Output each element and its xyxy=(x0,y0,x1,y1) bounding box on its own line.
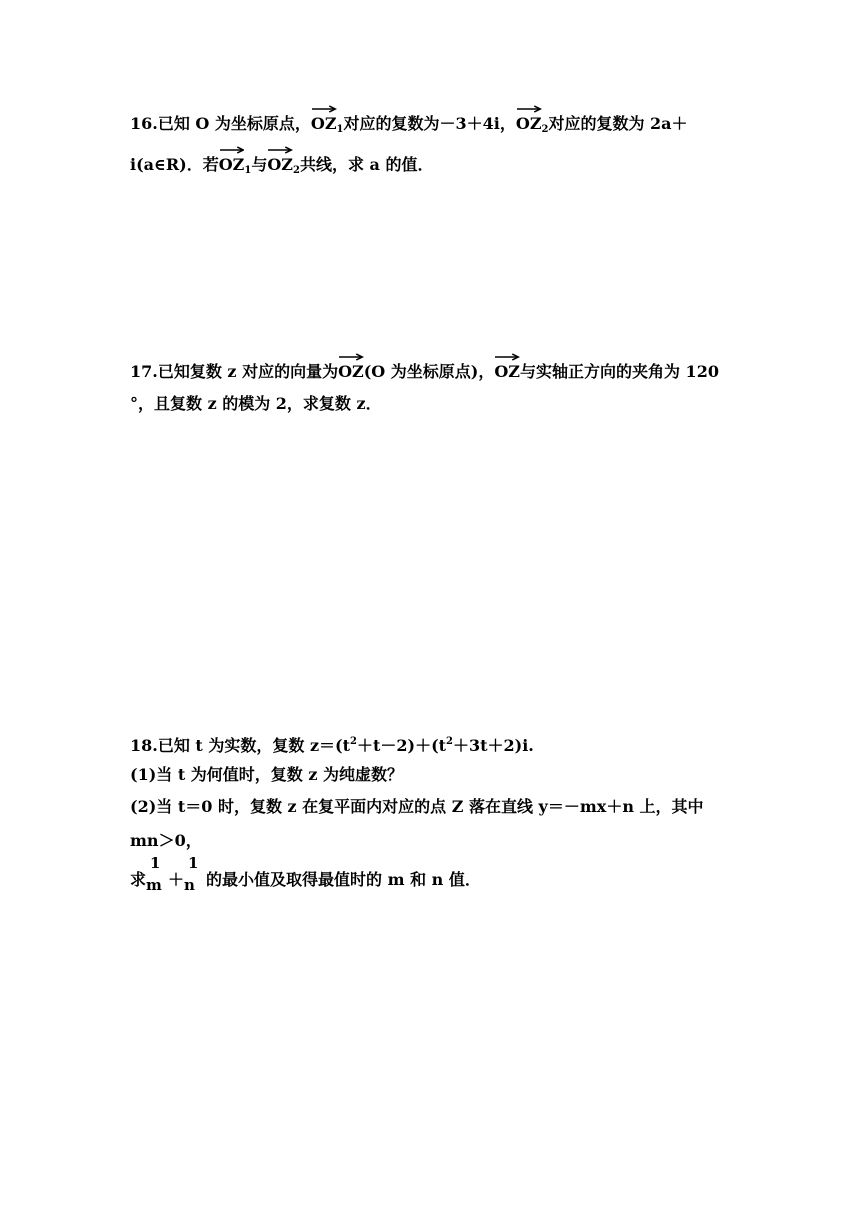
vector-oz1 xyxy=(219,155,245,175)
q18-text-c: ＋3t＋2)i. xyxy=(453,736,534,755)
vector-label: OZ xyxy=(338,362,364,381)
vector-label: OZ xyxy=(267,155,293,174)
vector-subscript: 1 xyxy=(336,124,344,135)
q18-text-a: 求 xyxy=(130,870,147,889)
fraction-numerator: 1 xyxy=(188,854,199,872)
vector-arrow-icon xyxy=(495,353,520,361)
vector-subscript: 2 xyxy=(292,165,300,176)
q18-text-b: ＋t－2)＋(t xyxy=(356,736,447,755)
q17-text-a: 17.已知复数 z 对应的向量为 xyxy=(130,362,339,381)
vector-oz2 xyxy=(267,155,293,175)
q18-part-2-task xyxy=(130,854,481,894)
vector-oz xyxy=(494,362,520,382)
q18-part-2: (2)当 t＝0 时，复数 z 在复平面内对应的点 Z 落在直线 y＝－mx＋n 上，其中 xyxy=(130,797,704,816)
vector-arrow-icon xyxy=(268,146,293,154)
q16-text-b: 与 xyxy=(251,155,268,174)
vector-label: OZ xyxy=(310,114,337,133)
q18-part-1: (1)当 t 为何值时，复数 z 为纯虚数？ xyxy=(130,765,404,784)
q18-text-b: 的最小值及取得最值时的 m 和 n 值． xyxy=(206,870,481,889)
q16-text-c: 对应的复数为 2a＋ xyxy=(548,114,688,133)
q17-line-1 xyxy=(130,362,719,382)
q16-line-2 xyxy=(130,155,433,181)
q18-line-1 xyxy=(130,732,534,756)
superscript: 2 xyxy=(350,736,357,747)
vector-arrow-icon xyxy=(517,105,542,113)
vector-oz2 xyxy=(516,114,542,134)
vector-arrow-icon xyxy=(339,353,364,361)
fraction-1-over-m xyxy=(146,854,168,894)
q16-text-b: 对应的复数为－3＋4i， xyxy=(343,114,516,133)
q17-line-2: °，且复数 z 的模为 2，求复数 z． xyxy=(130,394,382,413)
vector-subscript: 1 xyxy=(244,165,252,176)
fraction-denominator: m xyxy=(146,876,162,894)
q18-part-2-cont: mn＞0， xyxy=(130,831,202,850)
vector-label: OZ xyxy=(515,114,542,133)
q18-text-a: 18.已知 t 为实数，复数 z＝(t xyxy=(130,736,350,755)
vector-label: OZ xyxy=(218,155,245,174)
vector-oz1 xyxy=(311,114,337,134)
vector-label: OZ xyxy=(494,362,520,381)
q16-text-c: 共线，求 a 的值． xyxy=(299,155,434,174)
q16-text-a: 16.已知 O 为坐标原点， xyxy=(130,114,311,133)
fraction-1-over-n xyxy=(184,854,206,894)
vector-oz xyxy=(338,362,364,382)
vector-subscript: 2 xyxy=(541,124,549,135)
q16-text-a: i(a∈R)．若 xyxy=(130,155,219,174)
vector-arrow-icon xyxy=(220,146,245,154)
vector-arrow-icon xyxy=(312,105,337,113)
fraction-denominator: n xyxy=(184,876,195,894)
superscript: 2 xyxy=(446,736,453,747)
plus-sign: ＋ xyxy=(168,870,185,889)
q17-text-c: 与实轴正方向的夹角为 120 xyxy=(519,362,719,381)
q16-line-1 xyxy=(130,114,688,140)
q17-text-b: (O 为坐标原点)， xyxy=(363,362,495,381)
fraction-numerator: 1 xyxy=(150,854,161,872)
